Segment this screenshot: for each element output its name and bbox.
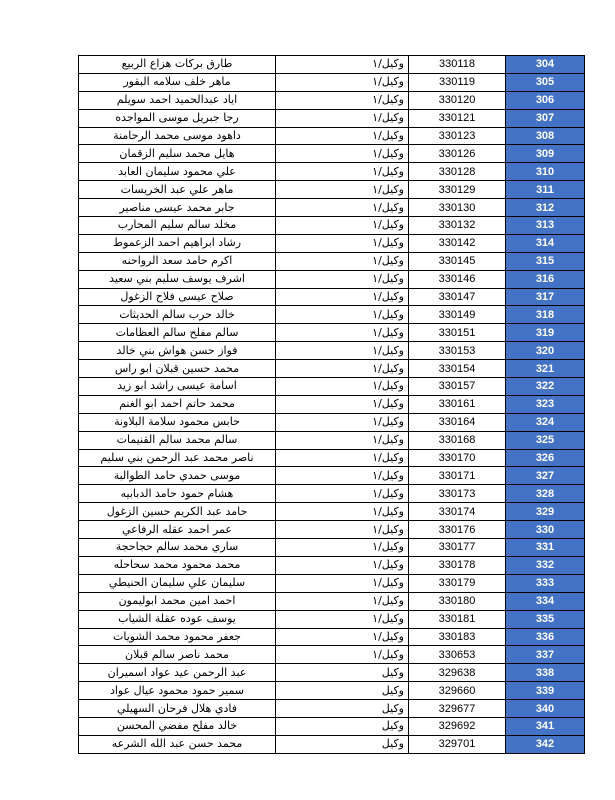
table-row	[79, 360, 585, 378]
table-row	[79, 664, 585, 682]
name-cell: موسى حمدي حامد الطوالبة	[79, 467, 276, 485]
name-cell: فواز حسن هواش بني خالد	[79, 342, 276, 360]
table-row	[79, 324, 585, 342]
table-row	[79, 288, 585, 306]
table-row	[79, 735, 585, 753]
row-index-cell: 341	[506, 717, 585, 735]
rank-cell: وكيل/١	[276, 395, 409, 413]
table-row	[79, 56, 585, 74]
table-row	[79, 413, 585, 431]
name-cell: ناصر محمد عبد الرحمن بني سليم	[79, 449, 276, 467]
row-index-cell: 317	[506, 288, 585, 306]
id-number-cell: 330145	[409, 252, 506, 270]
row-index-cell: 316	[506, 270, 585, 288]
name-cell: اشرف يوسف سليم بني سعيد	[79, 270, 276, 288]
rank-cell: وكيل/١	[276, 431, 409, 449]
table-row	[79, 145, 585, 163]
row-index-cell: 326	[506, 449, 585, 467]
rank-cell: وكيل/١	[276, 234, 409, 252]
rank-cell: وكيل	[276, 735, 409, 753]
name-cell: محمد حسين قبلان ابو راس	[79, 360, 276, 378]
row-index-cell: 328	[506, 485, 585, 503]
rank-cell: وكيل/١	[276, 252, 409, 270]
table-row	[79, 717, 585, 735]
rank-cell: وكيل/١	[276, 199, 409, 217]
rank-cell: وكيل/١	[276, 342, 409, 360]
id-number-cell: 329692	[409, 717, 506, 735]
id-number-cell: 330164	[409, 413, 506, 431]
table-row	[79, 252, 585, 270]
table-row	[79, 539, 585, 557]
id-number-cell: 329638	[409, 664, 506, 682]
table-row	[79, 306, 585, 324]
row-index-cell: 323	[506, 395, 585, 413]
table-row	[79, 610, 585, 628]
name-cell: جعفر محمود محمد الشويات	[79, 628, 276, 646]
name-cell: محمد حاتم احمد ابو الغنم	[79, 395, 276, 413]
id-number-cell: 330183	[409, 628, 506, 646]
rank-cell: وكيل/١	[276, 324, 409, 342]
table-row	[79, 217, 585, 235]
name-cell: خالد حرب سالم الحديثات	[79, 306, 276, 324]
id-number-cell: 330120	[409, 91, 506, 109]
rank-cell: وكيل/١	[276, 181, 409, 199]
rank-cell: وكيل/١	[276, 413, 409, 431]
row-index-cell: 332	[506, 556, 585, 574]
row-index-cell: 338	[506, 664, 585, 682]
id-number-cell: 330178	[409, 556, 506, 574]
table-row	[79, 449, 585, 467]
table-row	[79, 199, 585, 217]
name-cell: علي محمود سليمان العابد	[79, 163, 276, 181]
row-index-cell: 304	[506, 56, 585, 74]
rank-cell: وكيل/١	[276, 217, 409, 235]
name-cell: صلاح عيسى فلاح الزغول	[79, 288, 276, 306]
row-index-cell: 322	[506, 378, 585, 396]
rank-cell: وكيل/١	[276, 646, 409, 664]
row-index-cell: 333	[506, 574, 585, 592]
table-body	[79, 56, 585, 754]
name-cell: سمير حمود محمود عيال عواد	[79, 682, 276, 700]
id-number-cell: 330130	[409, 199, 506, 217]
rank-cell: وكيل/١	[276, 360, 409, 378]
id-number-cell: 330176	[409, 521, 506, 539]
row-index-cell: 327	[506, 467, 585, 485]
rank-cell: وكيل/١	[276, 127, 409, 145]
name-cell: اسامة عيسى راشد ابو زيد	[79, 378, 276, 396]
name-cell: اكرم حامد سعد الرواحنه	[79, 252, 276, 270]
name-cell: حابس محمود سلامة البلاونة	[79, 413, 276, 431]
row-index-cell: 315	[506, 252, 585, 270]
id-number-cell: 330142	[409, 234, 506, 252]
row-index-cell: 320	[506, 342, 585, 360]
rank-cell: وكيل	[276, 700, 409, 718]
rank-cell: وكيل/١	[276, 628, 409, 646]
table-row	[79, 91, 585, 109]
row-index-cell: 306	[506, 91, 585, 109]
table-row	[79, 574, 585, 592]
id-number-cell: 329660	[409, 682, 506, 700]
id-number-cell: 330171	[409, 467, 506, 485]
name-cell: رشاد ابراهيم احمد الزعموط	[79, 234, 276, 252]
id-number-cell: 330170	[409, 449, 506, 467]
id-number-cell: 330129	[409, 181, 506, 199]
id-number-cell: 330161	[409, 395, 506, 413]
rank-cell: وكيل/١	[276, 574, 409, 592]
id-number-cell: 330149	[409, 306, 506, 324]
row-index-cell: 311	[506, 181, 585, 199]
table-row	[79, 431, 585, 449]
id-number-cell: 330119	[409, 73, 506, 91]
table-row	[79, 127, 585, 145]
rank-cell: وكيل/١	[276, 288, 409, 306]
id-number-cell: 330157	[409, 378, 506, 396]
table-row	[79, 342, 585, 360]
name-cell: محمد ناصر سالم قبلان	[79, 646, 276, 664]
rank-cell: وكيل/١	[276, 503, 409, 521]
rank-cell: وكيل/١	[276, 539, 409, 557]
rank-cell: وكيل/١	[276, 467, 409, 485]
id-number-cell: 330126	[409, 145, 506, 163]
table-row	[79, 270, 585, 288]
row-index-cell: 314	[506, 234, 585, 252]
table-row	[79, 682, 585, 700]
rank-cell: وكيل/١	[276, 270, 409, 288]
rank-cell: وكيل/١	[276, 306, 409, 324]
name-cell: خالد مفلح مفضي المحسن	[79, 717, 276, 735]
table-row	[79, 73, 585, 91]
rank-cell: وكيل	[276, 664, 409, 682]
table-row	[79, 234, 585, 252]
id-number-cell: 330146	[409, 270, 506, 288]
name-cell: محمد محمود محمد سحاحله	[79, 556, 276, 574]
table-row	[79, 592, 585, 610]
row-index-cell: 330	[506, 521, 585, 539]
name-cell: محمد حسن عبد الله الشرعه	[79, 735, 276, 753]
name-cell: حامد عبد الكريم حسين الزغول	[79, 503, 276, 521]
id-number-cell: 330153	[409, 342, 506, 360]
id-number-cell: 330177	[409, 539, 506, 557]
table-row	[79, 521, 585, 539]
rank-cell: وكيل/١	[276, 73, 409, 91]
id-number-cell: 329677	[409, 700, 506, 718]
rank-cell: وكيل/١	[276, 109, 409, 127]
id-number-cell: 330147	[409, 288, 506, 306]
id-number-cell: 330173	[409, 485, 506, 503]
rank-cell: وكيل/١	[276, 145, 409, 163]
row-index-cell: 340	[506, 700, 585, 718]
name-cell: فادي هلال فرحان السهيلي	[79, 700, 276, 718]
name-cell: عبد الرحمن عيد عواد اسميران	[79, 664, 276, 682]
row-index-cell: 335	[506, 610, 585, 628]
name-cell: ماهر علي عبد الخريسات	[79, 181, 276, 199]
name-cell: اياد عبدالحميد احمد سويلم	[79, 91, 276, 109]
rank-cell: وكيل/١	[276, 485, 409, 503]
personnel-table	[78, 55, 585, 754]
name-cell: هايل محمد سليم الزقمان	[79, 145, 276, 163]
table-row	[79, 646, 585, 664]
row-index-cell: 312	[506, 199, 585, 217]
rank-cell: وكيل/١	[276, 378, 409, 396]
row-index-cell: 310	[506, 163, 585, 181]
row-index-cell: 329	[506, 503, 585, 521]
table-row	[79, 485, 585, 503]
rank-cell: وكيل	[276, 682, 409, 700]
rank-cell: وكيل/١	[276, 91, 409, 109]
row-index-cell: 331	[506, 539, 585, 557]
row-index-cell: 337	[506, 646, 585, 664]
row-index-cell: 318	[506, 306, 585, 324]
row-index-cell: 308	[506, 127, 585, 145]
table-row	[79, 700, 585, 718]
name-cell: سالم مفلح سالم العظامات	[79, 324, 276, 342]
id-number-cell: 330151	[409, 324, 506, 342]
table-row	[79, 503, 585, 521]
rank-cell: وكيل/١	[276, 449, 409, 467]
row-index-cell: 334	[506, 592, 585, 610]
name-cell: سالم محمد سالم القنيمات	[79, 431, 276, 449]
table-row	[79, 163, 585, 181]
table-row	[79, 395, 585, 413]
id-number-cell: 330180	[409, 592, 506, 610]
row-index-cell: 309	[506, 145, 585, 163]
row-index-cell: 324	[506, 413, 585, 431]
rank-cell: وكيل/١	[276, 521, 409, 539]
name-cell: احمد امين محمد ابوليمون	[79, 592, 276, 610]
name-cell: طارق بركات هزاع الربيع	[79, 56, 276, 74]
name-cell: يوسف عوده عقلة الشياب	[79, 610, 276, 628]
table-row	[79, 181, 585, 199]
name-cell: جابر محمد عيسى مناصير	[79, 199, 276, 217]
row-index-cell: 336	[506, 628, 585, 646]
rank-cell: وكيل	[276, 717, 409, 735]
row-index-cell: 307	[506, 109, 585, 127]
id-number-cell: 329701	[409, 735, 506, 753]
rank-cell: وكيل/١	[276, 592, 409, 610]
table-row	[79, 109, 585, 127]
name-cell: سليمان علي سليمان الحنيطي	[79, 574, 276, 592]
table-row	[79, 378, 585, 396]
table-row	[79, 467, 585, 485]
row-index-cell: 319	[506, 324, 585, 342]
row-index-cell: 321	[506, 360, 585, 378]
name-cell: عمر احمد عقله الرفاعي	[79, 521, 276, 539]
id-number-cell: 330653	[409, 646, 506, 664]
row-index-cell: 325	[506, 431, 585, 449]
id-number-cell: 330121	[409, 109, 506, 127]
table-row	[79, 628, 585, 646]
id-number-cell: 330174	[409, 503, 506, 521]
rank-cell: وكيل/١	[276, 56, 409, 74]
name-cell: ماهر خلف سلامه البقور	[79, 73, 276, 91]
id-number-cell: 330118	[409, 56, 506, 74]
name-cell: مخلد سالم سليم المحارب	[79, 217, 276, 235]
rank-cell: وكيل/١	[276, 556, 409, 574]
id-number-cell: 330168	[409, 431, 506, 449]
name-cell: رجا جبريل موسى المواجده	[79, 109, 276, 127]
row-index-cell: 339	[506, 682, 585, 700]
rank-cell: وكيل/١	[276, 610, 409, 628]
name-cell: ساري محمد سالم حجاحجة	[79, 539, 276, 557]
row-index-cell: 342	[506, 735, 585, 753]
id-number-cell: 330128	[409, 163, 506, 181]
id-number-cell: 330181	[409, 610, 506, 628]
name-cell: داهود موسى محمد الرحامنة	[79, 127, 276, 145]
rank-cell: وكيل/١	[276, 163, 409, 181]
table-row	[79, 556, 585, 574]
id-number-cell: 330132	[409, 217, 506, 235]
row-index-cell: 305	[506, 73, 585, 91]
row-index-cell: 313	[506, 217, 585, 235]
name-cell: هشام حمود حامد الدبابيه	[79, 485, 276, 503]
id-number-cell: 330154	[409, 360, 506, 378]
id-number-cell: 330179	[409, 574, 506, 592]
id-number-cell: 330123	[409, 127, 506, 145]
